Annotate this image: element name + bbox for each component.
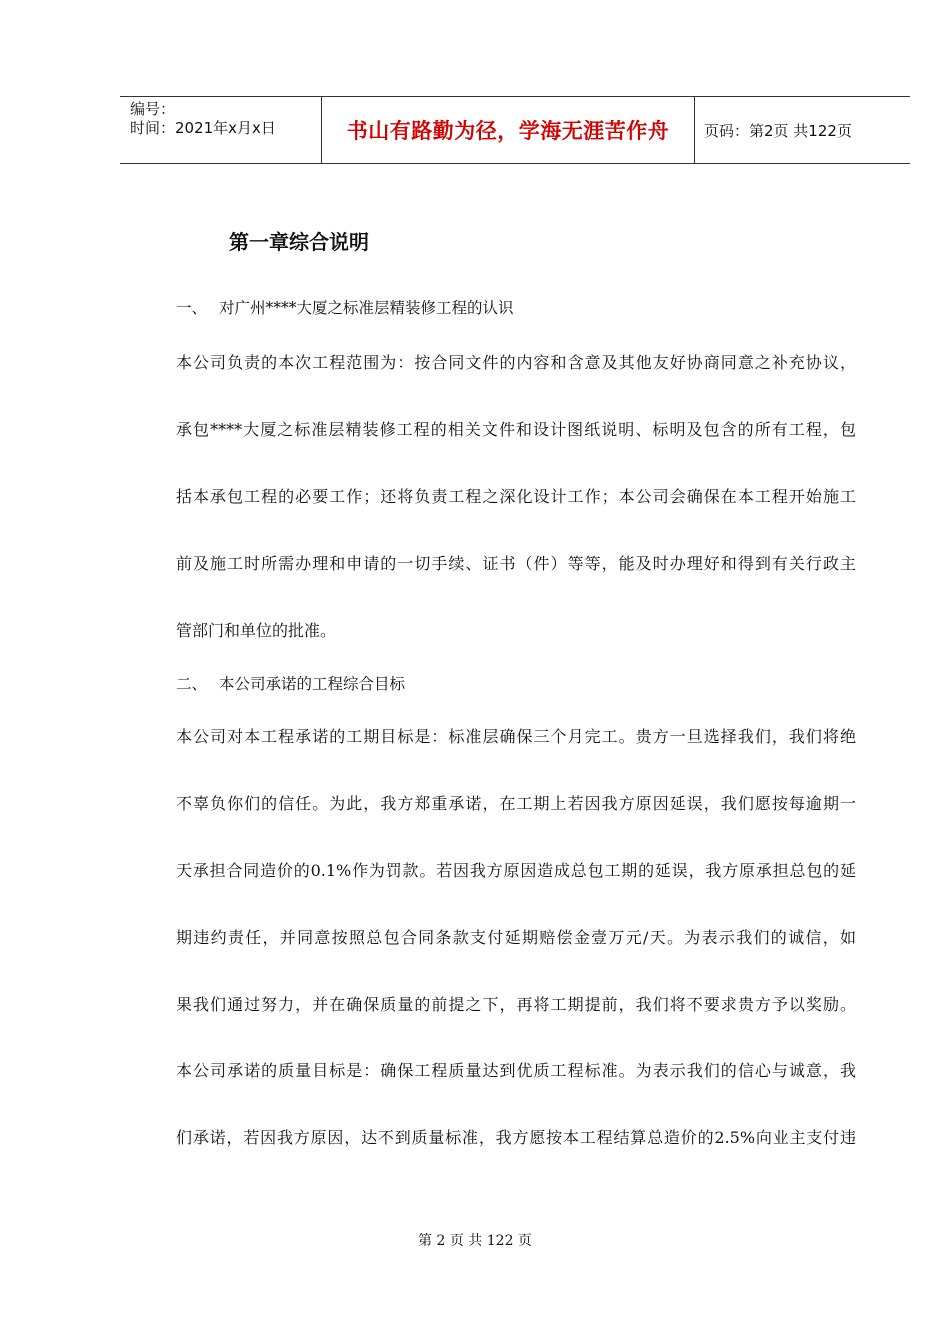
section-heading (176, 672, 405, 694)
paragraph-line: 天承担合同造价的0.1%作为罚款。若因我方原因造成总包工期的延误，我方原承担总包的延 (176, 861, 856, 880)
section-title: 本公司承诺的工程综合目标 (219, 675, 406, 693)
page-header (120, 96, 910, 164)
header-motto-cell (321, 97, 695, 163)
section-heading (176, 296, 514, 318)
section-title: 对广州****大厦之标准层精装修工程的认识 (219, 299, 514, 317)
chapter-title: 第一章综合说明 (229, 230, 369, 254)
time-label: 时间：2021年x月x日 (130, 119, 276, 137)
paragraph-line: 果我们通过努力，并在确保质量的前提之下，再将工期提前，我们将不要求贵方予以奖励。 (176, 995, 856, 1014)
section-number: 二、 (176, 675, 208, 693)
section-number: 一、 (176, 299, 208, 317)
paragraph-line: 本公司承诺的质量目标是：确保工程质量达到优质工程标准。为表示我们的信心与诚意，我 (176, 1061, 856, 1080)
paragraph-line: 们承诺，若因我方原因，达不到质量标准，我方愿按本工程结算总造价的2.5%向业主支付违 (176, 1128, 856, 1147)
paragraph-line: 本公司负责的本次工程范围为：按合同文件的内容和含意及其他友好协商同意之补充协议， (176, 353, 856, 372)
paragraph-line: 括本承包工程的必要工作；还将负责工程之深化设计工作；本公司会确保在本工程开始施工 (176, 487, 856, 506)
page-code: 页码：第2页 共122页 (704, 121, 852, 140)
page-footer: 第 2 页 共 122 页 (418, 1233, 532, 1249)
motto: 书山有路勤为径，学海无涯苦作舟 (346, 119, 670, 143)
paragraph-line: 期违约责任，并同意按照总包合同条款支付延期赔偿金壹万元/天。为表示我们的诚信，如 (176, 928, 856, 947)
paragraph-line: 管部门和单位的批准。 (176, 621, 337, 640)
header-meta (120, 97, 321, 163)
serial-label: 编号： (130, 100, 176, 118)
paragraph-line: 不辜负你们的信任。为此，我方郑重承诺，在工期上若因我方原因延误，我们愿按每逾期一 (176, 794, 856, 813)
paragraph-line: 前及施工时所需办理和申请的一切手续、证书（件）等等，能及时办理好和得到有关行政主 (176, 554, 856, 573)
paragraph-line: 本公司对本工程承诺的工期目标是：标准层确保三个月完工。贵方一旦选择我们，我们将绝 (176, 727, 856, 746)
header-page-code-cell (695, 97, 910, 163)
paragraph-line: 承包****大厦之标准层精装修工程的相关文件和设计图纸说明、标明及包含的所有工程，包 (176, 420, 856, 439)
